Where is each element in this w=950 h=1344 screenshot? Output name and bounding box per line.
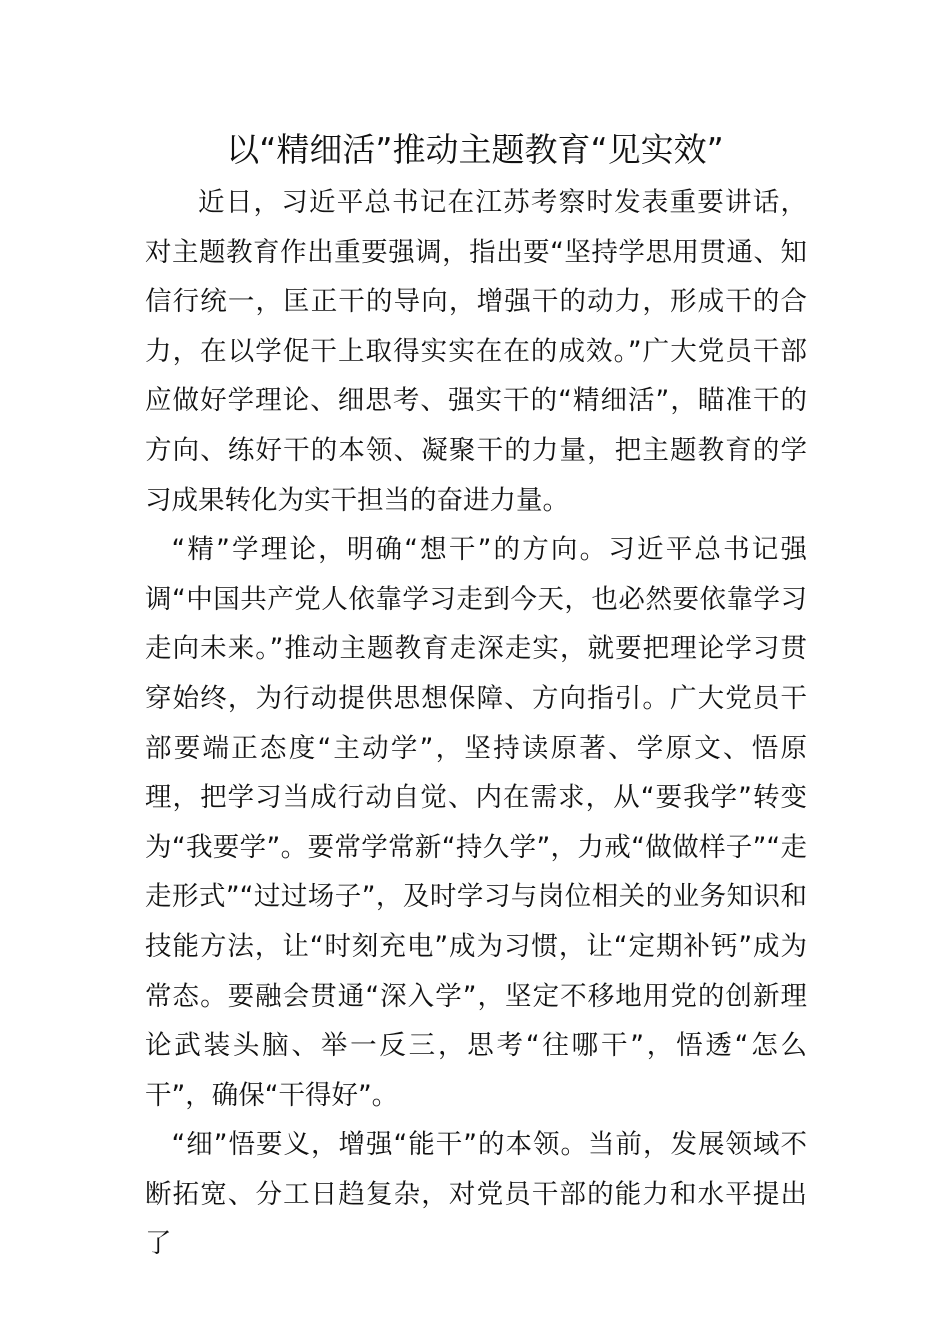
paragraph-understand-essence: “细”悟要义，增强“能干”的本领。当前，发展领域不断拓宽、分工日趋复杂，对党员干部的能力和水平提出了 [145, 1129, 807, 1260]
document-body [145, 178, 807, 1269]
document-title: 以“精细活”推动主题教育“见实效” [226, 130, 724, 169]
paragraph-study-theory: “精”学理论，明确“想干”的方向。习近平总书记强调“中国共产党人依靠学习走到今天，也必然要依靠学习走向未来。”推动主题教育走深走实，就要把理论学习贯穿始终，为行动提供思想保障、方向指引。广大党员干部要端正态度“主动学”，坚持读原著、学原文、悟原理，把学习当成行动自觉、内在需求，从“要我学”转变为“我要学”。要常学常新“持久学”，力戒“做做样子”“走走形式”“过过场子”，及时学习与岗位相关的业务知识和技能方法，让“时刻充电”成为习惯，让“定期补钙”成为常态。要融会贯通“深入学”，坚定不移地用党的创新理论武装头脑、举一反三，思考“往哪干”，悟透“怎么干”，确保“干得好”。 [145, 534, 807, 1111]
paragraph-intro: 近日，习近平总书记在江苏考察时发表重要讲话，对主题教育作出重要强调，指出要“坚持学思用贯通、知信行统一，匡正干的导向，增强干的动力，形成干的合力，在以学促干上取得实实在在的成效。”广大党员干部应做好学理论、细思考、强实干的“精细活”，瞄准干的方向、练好干的本领、凝聚干的力量，把主题教育的学习成果转化为实干担当的奋进力量。 [145, 187, 807, 516]
